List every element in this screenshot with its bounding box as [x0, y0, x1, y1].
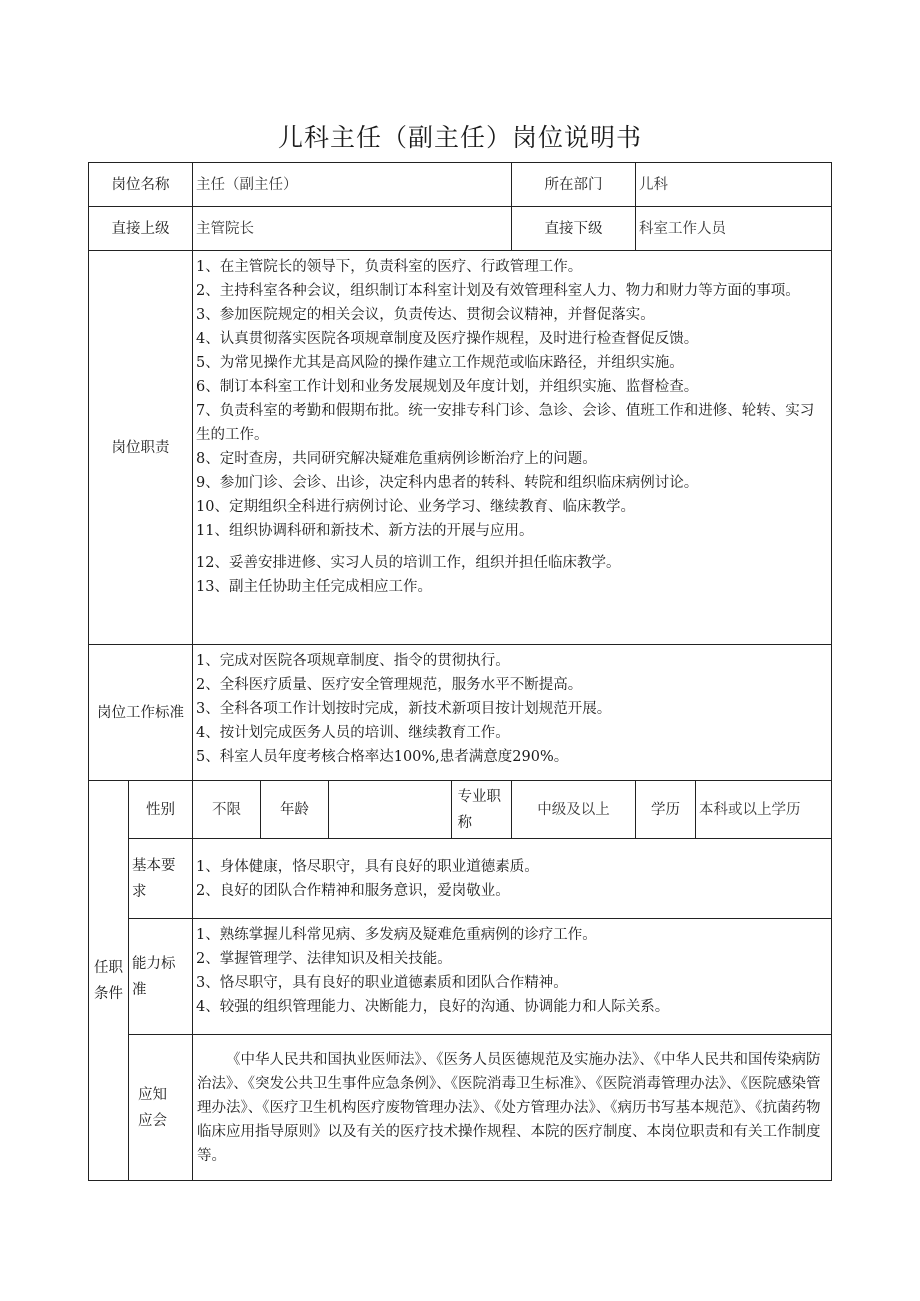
standard-item: 1、完成对医院各项规章制度、指令的贯彻执行。: [196, 653, 510, 669]
requirements-label: 任职条件: [89, 781, 129, 1181]
gender-value: 不限: [193, 781, 261, 839]
knowledge-text: 《中华人民共和国执业医师法》、《医务人员医德规范及实施办法》、《中华人民共和国传染病防治法》、《突发公共卫生事件应急条例》、《医院消毒卫生标准》、《医院消毒管理办法》、《医院感染管理办法》、《医疗卫生机构医疗废物管理办法》、《处方管理办法》、《病历书写基本规范》、《抗菌药物临床应用指导原则》以及有关的医疗技术操作规程、本院的医疗制度、本岗位职责和有关工作制度等。: [193, 1035, 832, 1181]
gender-label: 性别: [129, 781, 193, 839]
standards-list: [193, 645, 832, 781]
age-value: [329, 781, 452, 839]
standard-item: 5、科室人员年度考核合格率达100%,患者满意度290%。: [196, 749, 569, 765]
row-basic-requirements: [89, 839, 832, 919]
education-value: 本科或以上学历: [696, 781, 832, 839]
row-position: [89, 163, 832, 207]
duty-item: 4、认真贯彻落实医院各项规章制度及医疗操作规程，及时进行检查督促反馈。: [196, 331, 699, 347]
basic-list: [193, 839, 832, 919]
position-name-value: 主任（副主任）: [193, 163, 512, 207]
duty-item: 10、定期组织全科进行病例讨论、业务学习、继续教育、临床教学。: [196, 499, 635, 515]
basic-item: 2、良好的团队合作精神和服务意识，爱岗敬业。: [196, 882, 510, 899]
duty-item: 1、在主管院长的领导下，负责科室的医疗、行政管理工作。: [196, 259, 583, 275]
standards-label: 岗位工作标准: [89, 645, 193, 781]
ability-item: 2、掌握管理学、法律知识及相关技能。: [196, 951, 452, 967]
page-title: 儿科主任（副主任）岗位说明书: [277, 123, 642, 152]
duty-item: 5、为常见操作尤其是高风险的操作建立工作规范或临床路径，并组织实施。: [196, 355, 684, 371]
row-knowledge: [89, 1035, 832, 1181]
superior-value: 主管院长: [193, 207, 512, 251]
knowledge-label: 应知应会: [129, 1035, 193, 1181]
row-ability: [89, 919, 832, 1035]
position-name-label: 岗位名称: [89, 163, 193, 207]
education-label: 学历: [636, 781, 696, 839]
job-description-table: [88, 162, 832, 1181]
duty-item: 2、主持科室各种会议，组织制订本科室计划及有效管理科室人力、物力和财力等方面的事项。: [196, 283, 800, 299]
ability-label: 能力标准: [129, 919, 193, 1035]
superior-label: 直接上级: [89, 207, 193, 251]
department-label: 所在部门: [512, 163, 636, 207]
row-standards: [89, 645, 832, 781]
duty-item: 6、制订本科室工作计划和业务发展规划及年度计划，并组织实施、监督检查。: [196, 379, 699, 395]
subordinate-label: 直接下级: [512, 207, 636, 251]
ability-item: 1、熟练掌握儿科常见病、多发病及疑难危重病例的诊疗工作。: [196, 927, 597, 943]
basic-label: 基本要求: [129, 839, 193, 919]
standard-item: 3、全科各项工作计划按时完成，新技术新项目按计划规范开展。: [196, 701, 612, 717]
age-label: 年龄: [261, 781, 329, 839]
department-value: 儿科: [636, 163, 832, 207]
duty-item: 3、参加医院规定的相关会议，负责传达、贯彻会议精神，并督促落实。: [196, 307, 655, 323]
row-duties: [89, 251, 832, 645]
subordinate-value: 科室工作人员: [636, 207, 832, 251]
standard-item: 2、全科医疗质量、医疗安全管理规范，服务水平不断提高。: [196, 677, 583, 693]
duty-item: 12、妥善安排进修、实习人员的培训工作，组织并担任临床教学。: [196, 555, 621, 571]
duties-list: [193, 251, 832, 645]
duty-item: 13、副主任协助主任完成相应工作。: [196, 579, 432, 595]
duty-item: 11、组织协调科研和新技术、新方法的开展与应用。: [196, 523, 534, 539]
ability-item: 4、较强的组织管理能力、决断能力，良好的沟通、协调能力和人际关系。: [196, 999, 670, 1015]
row-reporting: [89, 207, 832, 251]
title-value: 中级及以上: [512, 781, 636, 839]
standard-item: 4、按计划完成医务人员的培训、继续教育工作。: [196, 725, 510, 741]
title-label: 专业职称: [452, 781, 512, 839]
duty-item: 9、参加门诊、会诊、出诊，决定科内患者的转科、转院和组织临床病例讨论。: [196, 475, 699, 491]
duties-label: 岗位职责: [89, 251, 193, 645]
duty-item: 7、负责科室的考勤和假期布批。统一安排专科门诊、急诊、会诊、值班工作和进修、轮转、实习生的工作。: [196, 403, 815, 443]
row-qualifications: [89, 781, 832, 839]
ability-item: 3、恪尽职守，具有良好的职业道德素质和团队合作精神。: [196, 975, 568, 991]
duty-item: 8、定时查房，共同研究解决疑难危重病例诊断治疗上的问题。: [196, 451, 597, 467]
basic-item: 1、身体健康，恪尽职守，具有良好的职业道德素质。: [196, 858, 539, 875]
ability-list: [193, 919, 832, 1035]
